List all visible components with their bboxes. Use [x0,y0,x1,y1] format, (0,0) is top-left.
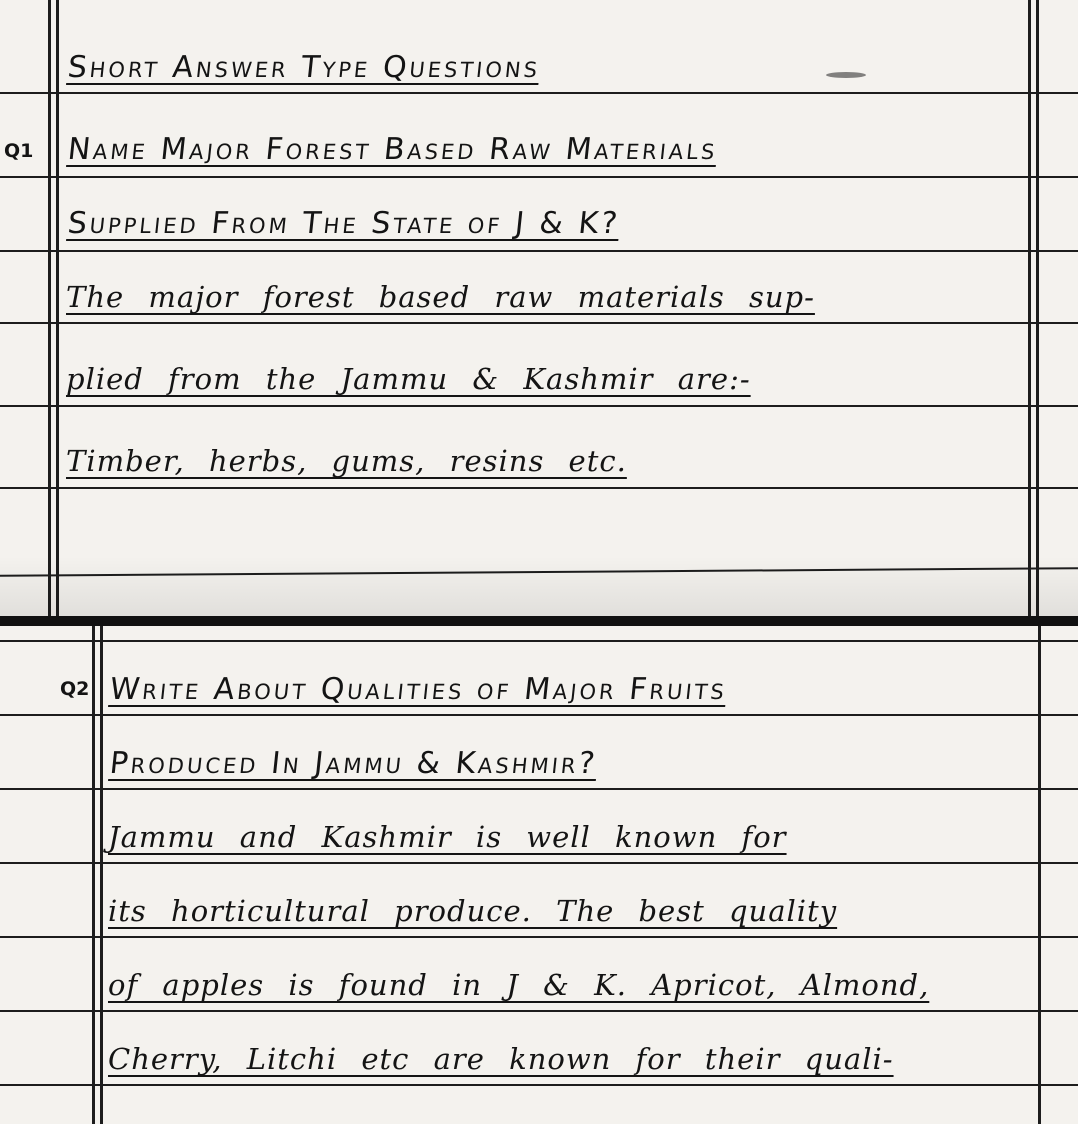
answer-2-line-2: its horticultural produce. The best quality [108,894,838,928]
left-margin-line [48,0,51,616]
left-margin-line [92,626,95,1124]
ruled-line [0,640,1078,642]
answer-2-line-3: of apples is found in J & K. Apricot, Almond, [108,968,930,1002]
ruled-line [0,1084,1078,1086]
question-2-line-2: Produced In Jammu & Kashmir? [108,746,600,781]
left-margin-line [100,626,103,1124]
left-margin-line [56,0,59,616]
ruled-line [0,405,1078,407]
answer-2-line-1: Jammu and Kashmir is well known for [108,820,787,854]
ruled-line [0,250,1078,252]
answer-1-line-3: Timber, herbs, gums, resins etc. [66,444,627,478]
question-number-1: Q1 [4,140,34,162]
ruled-line [0,322,1078,324]
ruled-line [0,714,1078,716]
ruled-line [0,487,1078,489]
ruled-line [0,788,1078,790]
ruled-line [0,936,1078,938]
question-2-line-1: Write About Qualities of Major Fruits [108,672,729,707]
question-1-line-1: Name Major Forest Based Raw Materials [66,132,720,167]
paper-shadow [0,556,1078,616]
question-1-line-2: Supplied From The State of J & K? [66,206,622,241]
notebook-page-2 [0,626,1078,1124]
answer-1-line-1: The major forest based raw materials sup- [66,280,815,314]
ruled-line [0,176,1078,178]
ruled-line [0,1010,1078,1012]
section-heading: Short Answer Type Questions [66,50,542,85]
ruled-line [0,92,1078,94]
question-number-2: Q2 [60,678,90,700]
answer-2-line-4: Cherry, Litchi etc are known for their quali- [108,1042,894,1076]
answer-1-line-2: plied from the Jammu & Kashmir are:- [66,362,751,396]
ruled-line [0,862,1078,864]
